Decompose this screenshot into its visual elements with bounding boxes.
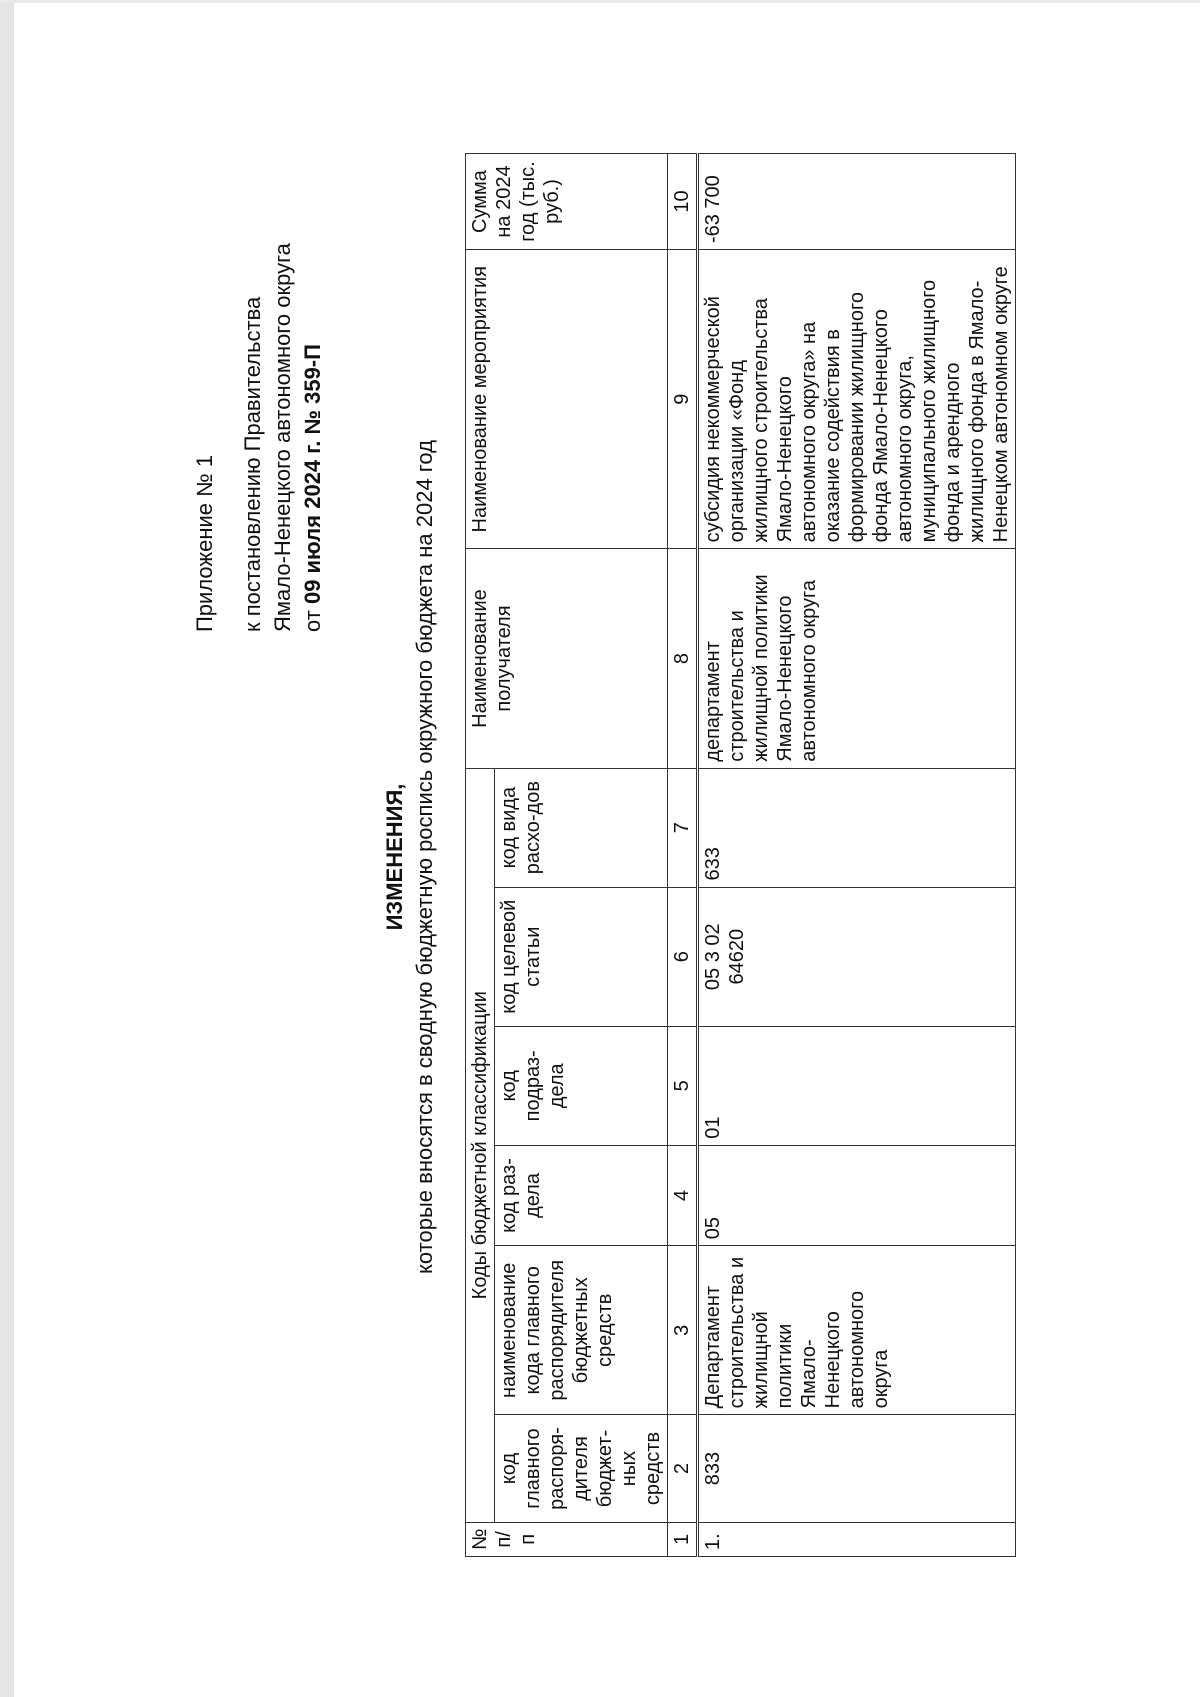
row-target-code: 05 3 02 64620 xyxy=(698,887,1016,1026)
scan-edge-left xyxy=(0,0,14,1697)
header-subsection-code: код подраз-дела xyxy=(495,1026,668,1145)
column-number: 9 xyxy=(668,250,698,549)
document-subtitle: которые вносятся в сводную бюджетную роспись окружного бюджета на 2024 год xyxy=(412,440,437,1274)
appendix-date-line xyxy=(298,172,328,632)
title-block xyxy=(380,147,440,1567)
appendix-block xyxy=(190,172,328,632)
scan-edge-top xyxy=(0,0,1200,3)
header-num: № п/п xyxy=(466,1522,668,1556)
column-number: 1 xyxy=(668,1522,698,1556)
header-amount: Сумма на 2024 год (тыс. руб.) xyxy=(466,154,668,250)
row-subsection-code: 01 xyxy=(698,1026,1016,1145)
column-number: 2 xyxy=(668,1415,698,1522)
header-section-code: код раз-дела xyxy=(495,1145,668,1246)
appendix-date-prefix: от xyxy=(300,610,325,632)
appendix-date-number: 09 июля 2024 г. № 359-П xyxy=(300,344,325,605)
header-codes-group: Коды бюджетной классификации xyxy=(466,768,495,1522)
header-expense-type-code: код вида расхо-дов xyxy=(495,768,668,887)
column-number: 10 xyxy=(668,154,698,250)
column-number-row xyxy=(668,154,698,1557)
budget-changes-table xyxy=(465,153,1016,1557)
column-number: 3 xyxy=(668,1246,698,1415)
column-number: 5 xyxy=(668,1026,698,1145)
row-manager-name: Департамент строительства и жилищной политики Ямало-Ненецкого автономного округа xyxy=(698,1246,1016,1415)
row-amount: -63 700 xyxy=(698,154,1016,250)
header-activity: Наименование мероприятия xyxy=(466,250,668,549)
row-expense-type-code: 633 xyxy=(698,768,1016,887)
header-target-code: код целевой статьи xyxy=(495,887,668,1026)
row-activity: субсидия некоммерческой организации «Фонд жилищного строительства Ямало-Ненецкого автономного округа» на оказание содействия в формировании жилищного фонда Ямало-Ненецкого автономного округа, муниципального жилищного фонда и арендного жилищного фонда в Ямало-Ненецком автономном округе xyxy=(698,250,1016,549)
rotated-page xyxy=(20,147,1170,1567)
column-number: 4 xyxy=(668,1145,698,1246)
column-number: 7 xyxy=(668,768,698,887)
appendix-resolution: к постановлению Правительства xyxy=(240,296,265,632)
column-number: 6 xyxy=(668,887,698,1026)
row-manager-code: 833 xyxy=(698,1415,1016,1522)
row-num: 1. xyxy=(698,1522,1016,1556)
header-row-group xyxy=(466,154,495,1557)
appendix-government: Ямало-Ненецкого автономного округа xyxy=(270,243,295,632)
row-section-code: 05 xyxy=(698,1145,1016,1246)
header-manager-code: код главного распоря-дителя бюджет-ных средств xyxy=(495,1415,668,1522)
header-recipient: Наименование получателя xyxy=(466,549,668,768)
row-recipient: департамент строительства и жилищной политики Ямало-Ненецкого автономного округа xyxy=(698,549,1016,768)
header-manager-name: наименование кода главного распорядителя бюджетных средств xyxy=(495,1246,668,1415)
column-number: 8 xyxy=(668,549,698,768)
document-title: ИЗМЕНЕНИЯ, xyxy=(382,783,407,931)
table-row xyxy=(698,154,1016,1557)
appendix-gap xyxy=(220,172,238,632)
appendix-number: Приложение № 1 xyxy=(192,454,217,632)
